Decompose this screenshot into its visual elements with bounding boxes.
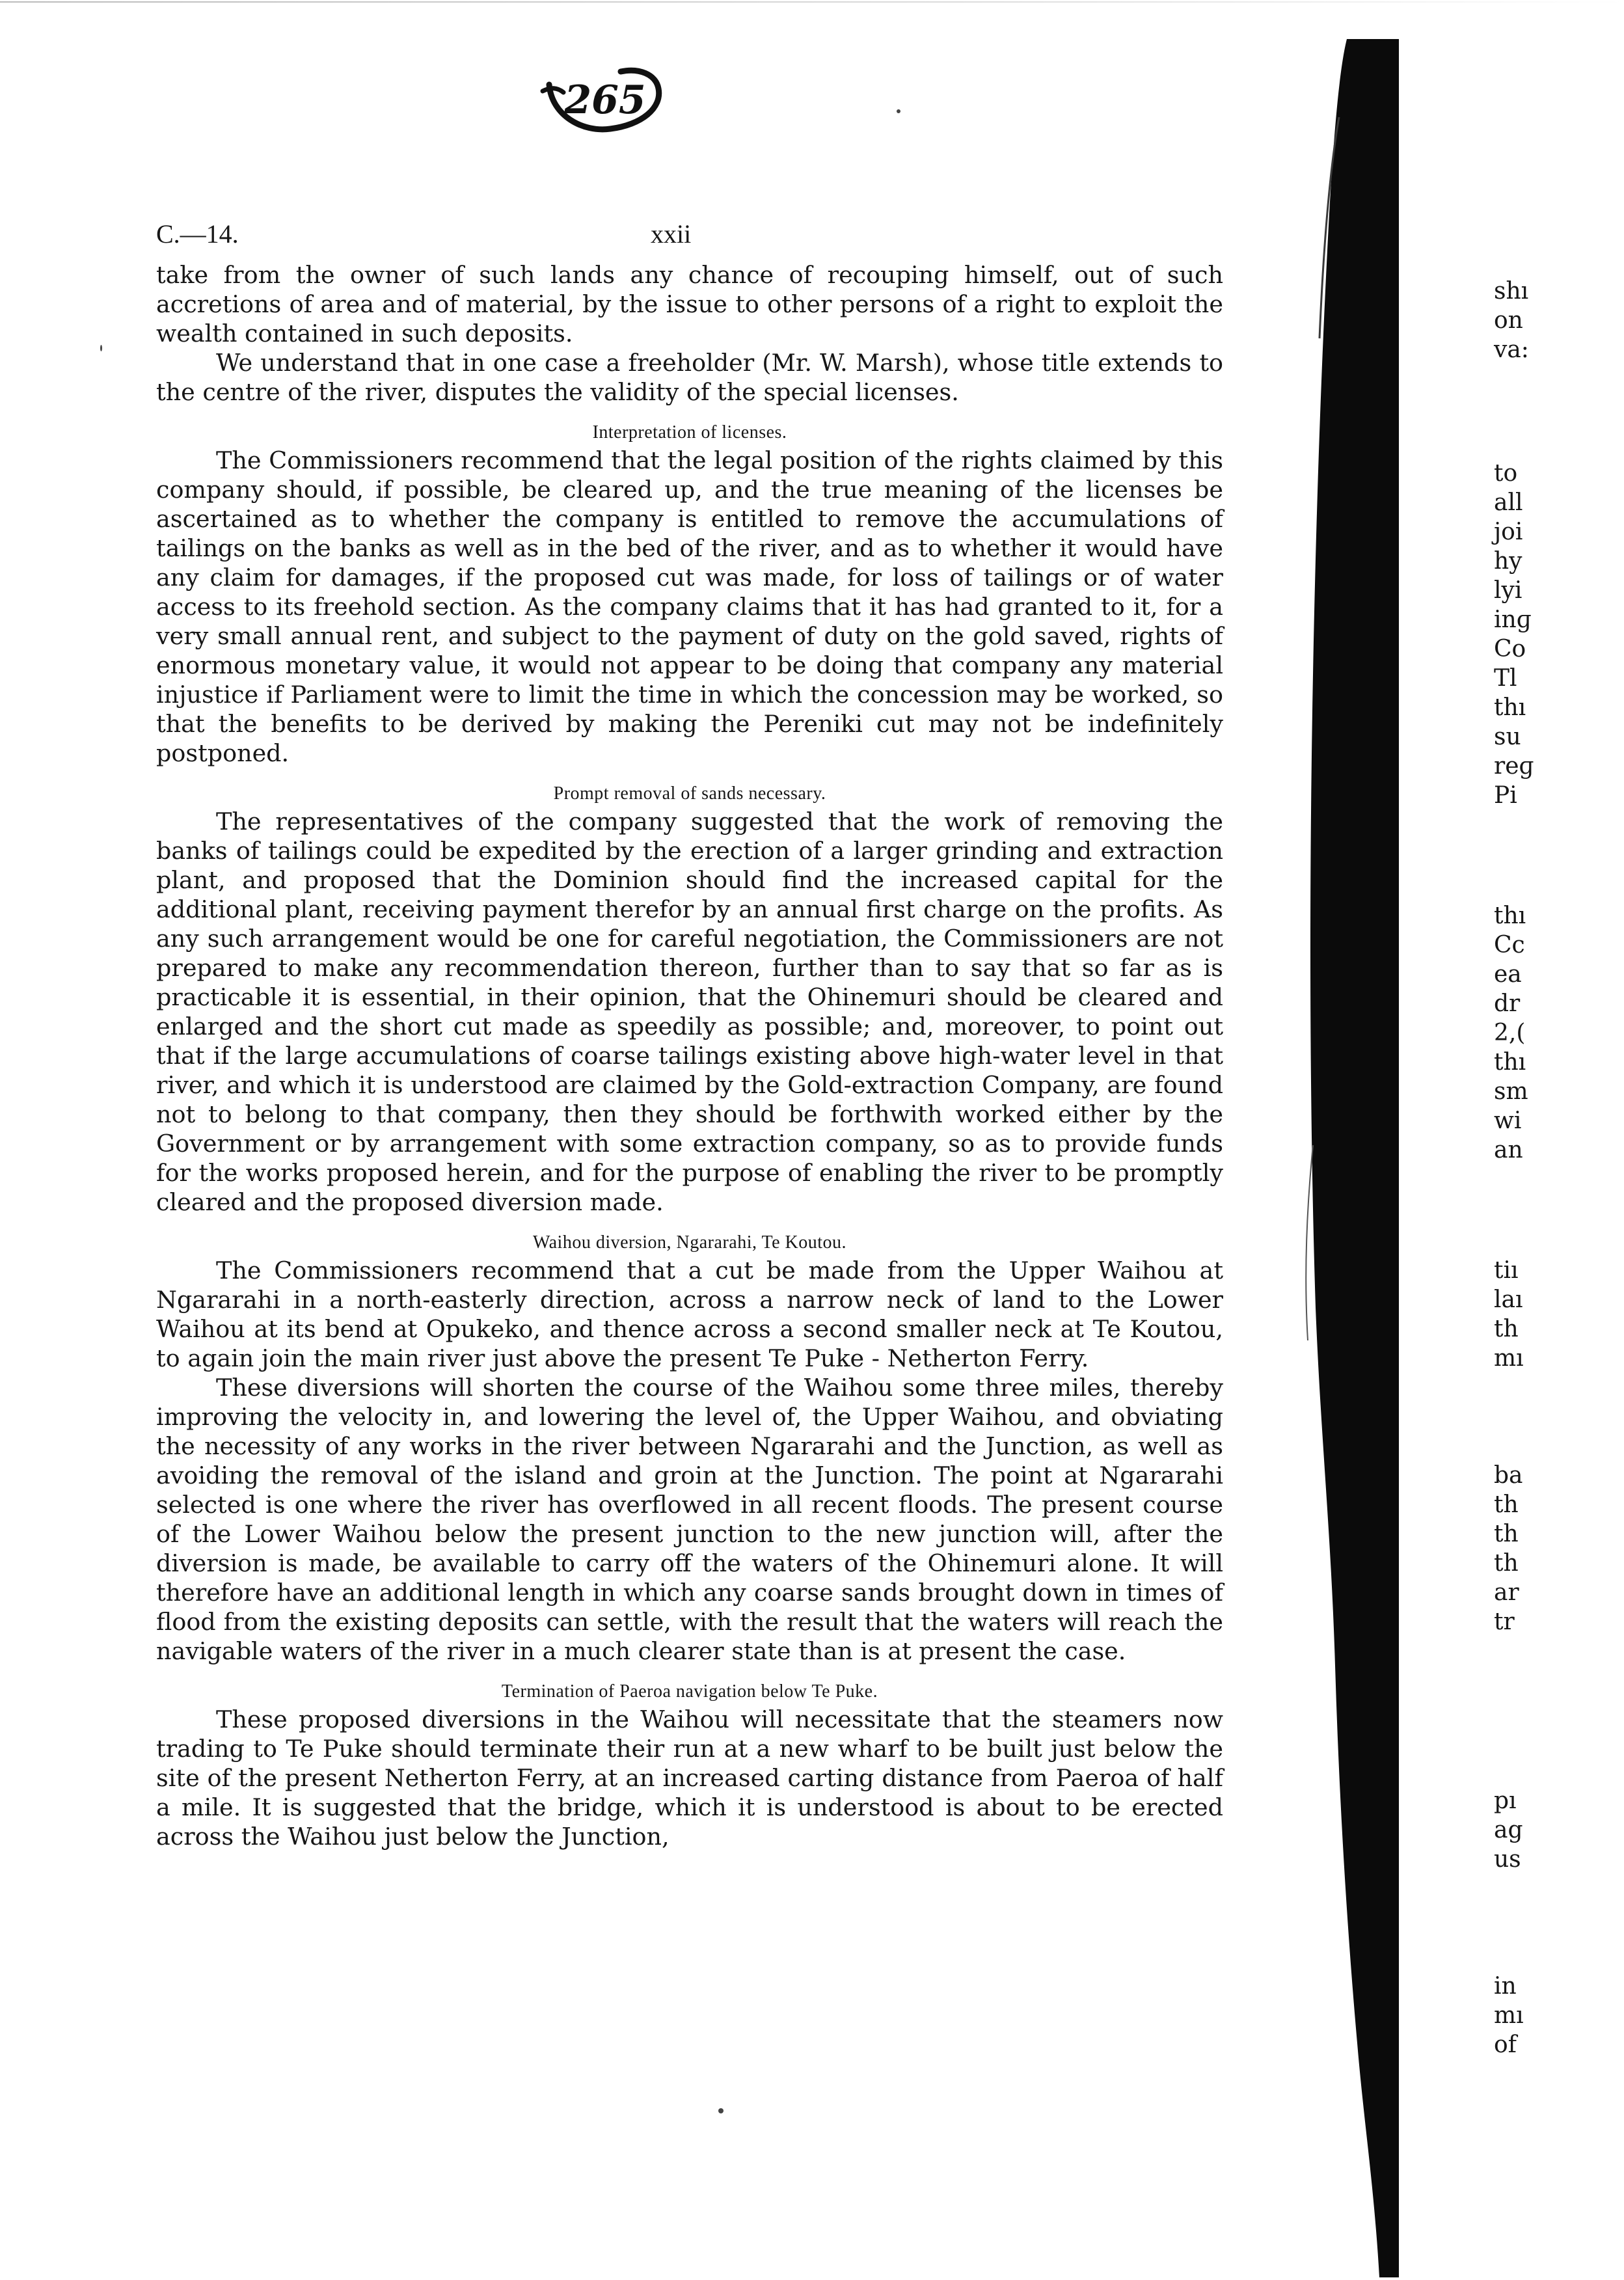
paragraph: The Commissioners recommend that a cut be made from the Upper Waihou at Ngararahi in a north-easterly direction, across a narrow neck of land to the Lower Waihou at its bend at Opukeko, and thence across a second smaller neck at Te Koutou, to again join the main river just above the present Te Puke - Netherton Ferry. xyxy=(156,1256,1223,1372)
facing-page-fragment: of xyxy=(1494,2031,1517,2058)
facing-page-fragment: reɡ xyxy=(1494,753,1534,780)
page-numeral: xxii xyxy=(651,219,692,249)
facing-page-fragment: su xyxy=(1494,724,1521,750)
facing-page-fragment: Cc xyxy=(1494,932,1525,958)
facing-page-fragment: th xyxy=(1494,1491,1519,1518)
facing-page-fragment: shı xyxy=(1494,278,1529,305)
facing-page-fragment: mı xyxy=(1494,1345,1524,1372)
facing-page-fragment: to xyxy=(1494,460,1518,487)
facing-page-fragment: thı xyxy=(1494,694,1526,721)
facing-page-fragment: dr xyxy=(1494,990,1521,1017)
facing-page-fragment: ea xyxy=(1494,961,1522,988)
facing-page-fragment: Tl xyxy=(1494,665,1517,692)
facing-page-fragment: all xyxy=(1494,489,1523,516)
speck xyxy=(100,345,102,351)
speck xyxy=(718,2108,724,2113)
facing-page-fragment: th xyxy=(1494,1550,1519,1577)
facing-page-fragment: inɡ xyxy=(1494,606,1532,633)
facing-page-margin xyxy=(1494,0,1624,2276)
facing-page-fragment: ar xyxy=(1494,1579,1519,1606)
facing-page-fragment: thı xyxy=(1494,1049,1526,1076)
paragraph: The representatives of the company suggested that the work of removing the banks of tailings could be expedited by the erection of a larger grinding and extraction plant, and proposed that the Dominion should find the increased capital for the additional plant, receiving payment therefor by an annual first charge on the profits. As any such arrangement would be one for careful negotiation, the Commissioners are not prepared to make any recommendation thereon, further than to say that so far as is practicable it is essential, in their opinion, that the Ohinemuri should be cleared and enlarged and the short cut made as speedily as possible; and, moreover, to point out that if the large accumulations of coarse tailings existing above high-water level in that river, and which it is understood are claimed by the Gold-extraction Company, are found not to belong to that company, then they should be forthwith worked either by the Government or by arrangement with some extraction company, so as to provide funds for the works proposed herein, and for the purpose of enabling the river to be promptly cleared and the proposed diversion made. xyxy=(156,808,1223,1216)
facing-page-fragment: 2,( xyxy=(1494,1020,1526,1046)
facing-page-fragment: on xyxy=(1494,307,1523,334)
facing-page-fragment: thı xyxy=(1494,903,1526,929)
facing-page-fragment: ba xyxy=(1494,1462,1523,1489)
facing-page-fragment: pı xyxy=(1494,1787,1517,1814)
facing-page-fragment: lyi xyxy=(1494,577,1522,604)
facing-page-fragment: an xyxy=(1494,1137,1523,1163)
facing-page-fragment: us xyxy=(1494,1846,1521,1873)
facing-page-fragment: th xyxy=(1494,1521,1519,1547)
section-heading: Prompt removal of sands necessary. xyxy=(553,783,826,804)
facing-page-fragment: sm xyxy=(1494,1078,1528,1105)
top-edge-rule xyxy=(0,1,1624,3)
paragraph: The Commissioners recommend that the legal position of the rights claimed by this company should, if possible, be cleared up, and the true meaning of the licenses be ascertained as to whether the company is entitled to remove the accumulations of tailings on the banks as well as in the bed of the river, and as to whether it would have any claim for damages, if the proposed cut was made, for loss of tailings or of water access to its freehold section. As the company claims that it has had granted to it, for a very small annual rent, and subject to the payment of duty on the gold saved, rights of enormous monetary value, it would not appear to be doing that company any material injustice if Parliament were to limit the time in which the concession may be worked, so that the benefits to be derived by making the Pereniki cut may not be indefinitely postponed. xyxy=(156,446,1223,767)
speck xyxy=(897,109,900,113)
document-reference: C.—14. xyxy=(156,219,239,249)
paragraph: These proposed diversions in the Waihou will necessitate that the steamers now trading to Te Puke should terminate their run at a new wharf to be built just below the site of the present Netherton Ferry, at an increased carting distance from Paeroa of half a mile. It is suggested that the bridge, which it is understood is about to be erected across the Waihou just below the Junction, xyxy=(156,1705,1223,1851)
facing-page-fragment: joi xyxy=(1494,519,1523,545)
paragraph: take from the owner of such lands any chance of recouping himself, out of such accretions of area and of material, by the issue to other persons of a right to exploit the wealth contained in such deposits. xyxy=(156,261,1223,347)
facing-page-fragment: hy xyxy=(1494,548,1522,575)
paragraph: We understand that in one case a freeholder (Mr. W. Marsh), whose title extends to the centre of the river, disputes the validity of the special licenses. xyxy=(156,349,1223,406)
gutter-shadow-shape xyxy=(1301,39,1399,2277)
facing-page-fragment: laı xyxy=(1494,1286,1523,1313)
paragraph: These diversions will shorten the course of the Waihou some three miles, thereby improving the velocity in, and lowering the level of, the Upper Waihou, and obviating the necessity of any works in the river between Ngararahi and the Junction, as well as avoiding the removal of the island and groin at the Junction. The point at Ngararahi selected is one where the river has overflowed in all recent floods. The present course of the Lower Waihou below the present junction to the new junction will, after the diversion is made, be available to carry off the waters of the Ohinemuri alone. It will therefore have an additional length in which any coarse sands brought down in times of flood from the existing deposits can settle, with the result that the waters will reach the navigable waters of the river in a much clearer state than is at present the case. xyxy=(156,1374,1223,1665)
facing-page-fragment: wi xyxy=(1494,1107,1522,1134)
facing-page-fragment: th xyxy=(1494,1316,1519,1342)
facing-page-fragment: tr xyxy=(1494,1608,1515,1635)
facing-page-fragment: ag xyxy=(1494,1817,1523,1843)
section-heading: Waihou diversion, Ngararahi, Te Koutou. xyxy=(532,1232,847,1253)
section-heading: Termination of Paeroa navigation below Te Puke. xyxy=(501,1681,878,1702)
facing-page-fragment: Co xyxy=(1494,636,1526,662)
running-header xyxy=(156,215,1236,254)
section-heading: Interpretation of licenses. xyxy=(592,422,787,442)
stamp-graphic xyxy=(537,65,668,133)
stamp-number: 265 xyxy=(564,77,646,123)
facing-page-fragment: Pi xyxy=(1494,782,1517,809)
binding-gutter-shadow xyxy=(1301,39,1399,2277)
facing-page-fragment: in xyxy=(1494,1973,1517,2000)
facing-page-fragment: mı xyxy=(1494,2002,1524,2029)
main-text-column xyxy=(156,260,1223,1851)
facing-page-fragment: tiı xyxy=(1494,1257,1519,1284)
page-number-stamp xyxy=(537,65,668,133)
facing-page-fragment: va: xyxy=(1494,336,1529,363)
